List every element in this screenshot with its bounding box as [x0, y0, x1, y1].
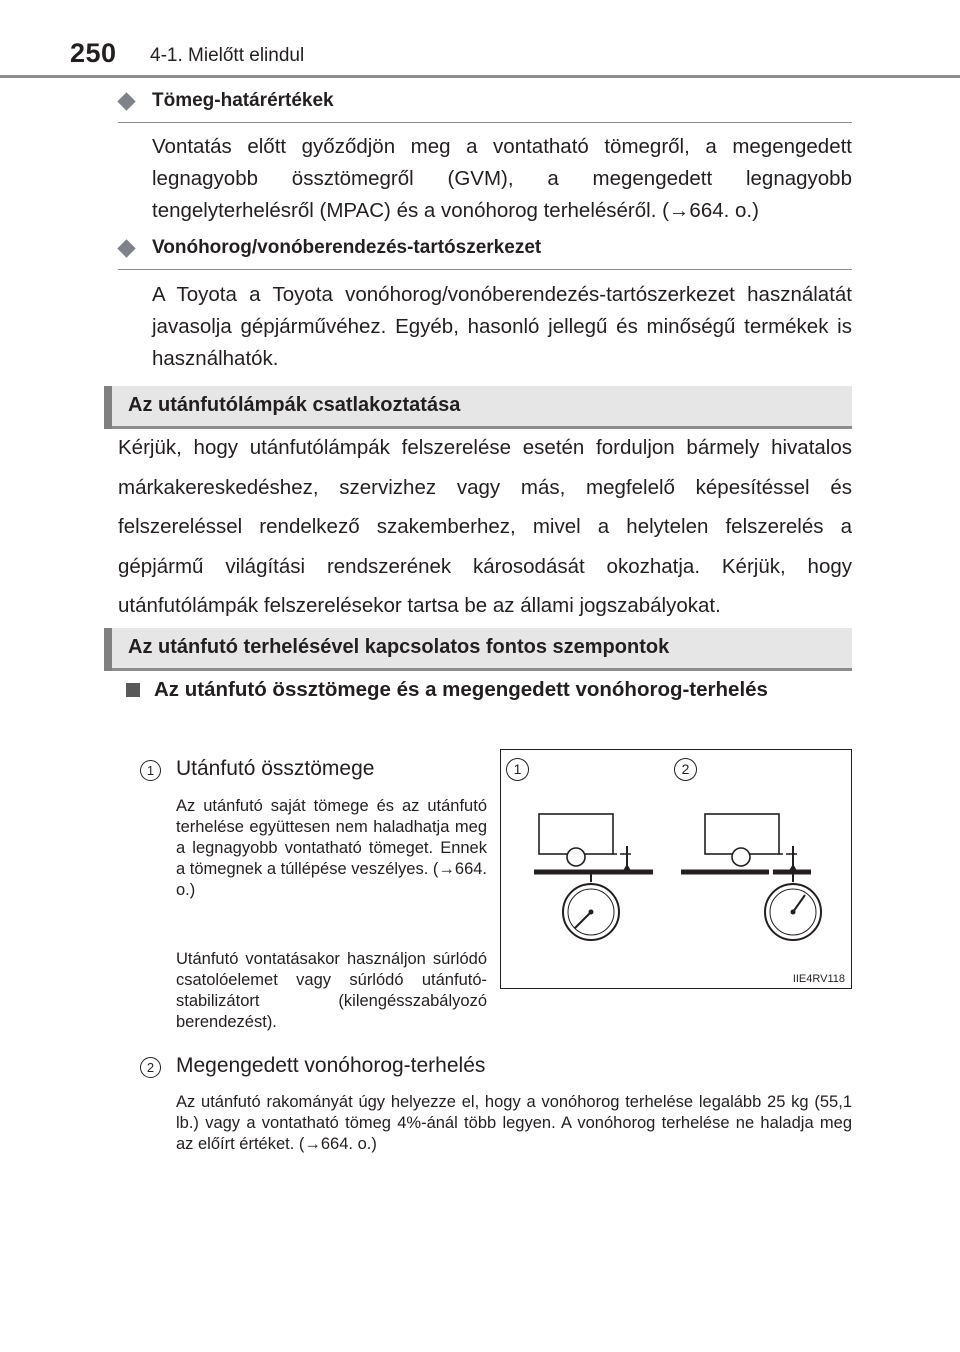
loading-section-bar	[104, 628, 852, 671]
loading-item-title: Az utánfutó össztömege és a megengedett vonóhorog-terhelés	[154, 678, 768, 701]
figure-label-2: 2	[674, 758, 697, 781]
lamps-text: Kérjük, hogy utánfutólámpák felszerelése esetén forduljon bármely hivatalos márkakereskedéshez, szervizhez vagy más, megfelelő képesítéssel és felszereléssel rendelkező szakemberhez, mivel a helytelen felszerelés a gépjármű világítási rendszerének károsodását okozhatja. Kérjük, hogy utánfutólámpák felszerelésekor tartsa be az állami jogszabályokat.	[118, 436, 852, 617]
hitch-heading-text: Vonóhorog/vonóberendezés-tartószerkezet	[152, 237, 542, 258]
mass-limits-heading	[118, 92, 852, 123]
item-number-2: 2	[140, 1057, 161, 1078]
item-1-title: Utánfutó össztömege	[176, 757, 375, 780]
figure-code: IIE4RV118	[792, 973, 845, 985]
chapter-title: 4-1. Mielőtt elindul	[150, 45, 305, 66]
diamond-bullet-icon	[117, 239, 135, 257]
item-1-text: Az utánfutó saját tömege és az utánfutó terhelése együttesen nem haladhatja meg a legnagyobb vontatható tömeget. Ennek a tömegnek a túllépése veszélyes. (→664. o.)	[176, 797, 487, 899]
item-number-1: 1	[140, 760, 161, 781]
page-number: 250	[70, 38, 117, 68]
trailer-wheel-2	[732, 848, 750, 866]
item-2-title: Megengedett vonóhorog-terhelés	[176, 1054, 486, 1077]
section-accent	[104, 628, 112, 671]
trailer-weight-figure	[500, 749, 852, 989]
square-bullet-icon	[126, 683, 140, 697]
trailer-scales-illustration	[501, 750, 851, 988]
item-1-note: Utánfutó vontatásakor használjon súrlódó csatolóelemet vagy súrlódó utánfutó-stabilizátort (kilengésszabályozó berendezést).	[176, 950, 487, 1031]
lamps-section-bar	[104, 386, 852, 429]
hitch-text: A Toyota a Toyota vonóhorog/vonóberendezés-tartószerkezet használatát javasolja gépjárművéhez. Egyéb, hasonló jellegű és minőségű termékek is használhatók.	[152, 283, 852, 370]
item-2-text: Az utánfutó rakományát úgy helyezze el, hogy a vonóhorog terhelése legalább 25 kg (55,1 lb.) vagy a vontatható tömeg 4%-ánál több legyen. A vonóhorog terhelése ne haladja meg az előírt értéket. (→664. o.)	[176, 1093, 852, 1153]
figure-label-1: 1	[506, 758, 529, 781]
lamps-section-title: Az utánfutólámpák csatlakoztatása	[128, 394, 461, 416]
loading-section-title: Az utánfutó terhelésével kapcsolatos fontos szempontok	[128, 636, 670, 658]
diamond-bullet-icon	[117, 92, 135, 110]
trailer-wheel-1	[567, 848, 585, 866]
mass-limits-heading-text: Tömeg-határértékek	[152, 90, 334, 111]
hitch-heading	[118, 239, 852, 270]
section-accent	[104, 386, 112, 429]
header-rule	[0, 75, 960, 78]
mass-limits-text: Vontatás előtt győződjön meg a vontatható tömegről, a megengedett legnagyobb össztömegről (GVM), a megengedett legnagyobb tengelyterhelésről (MPAC) és a vonóhorog terheléséről. (→664. o.)	[152, 135, 852, 222]
